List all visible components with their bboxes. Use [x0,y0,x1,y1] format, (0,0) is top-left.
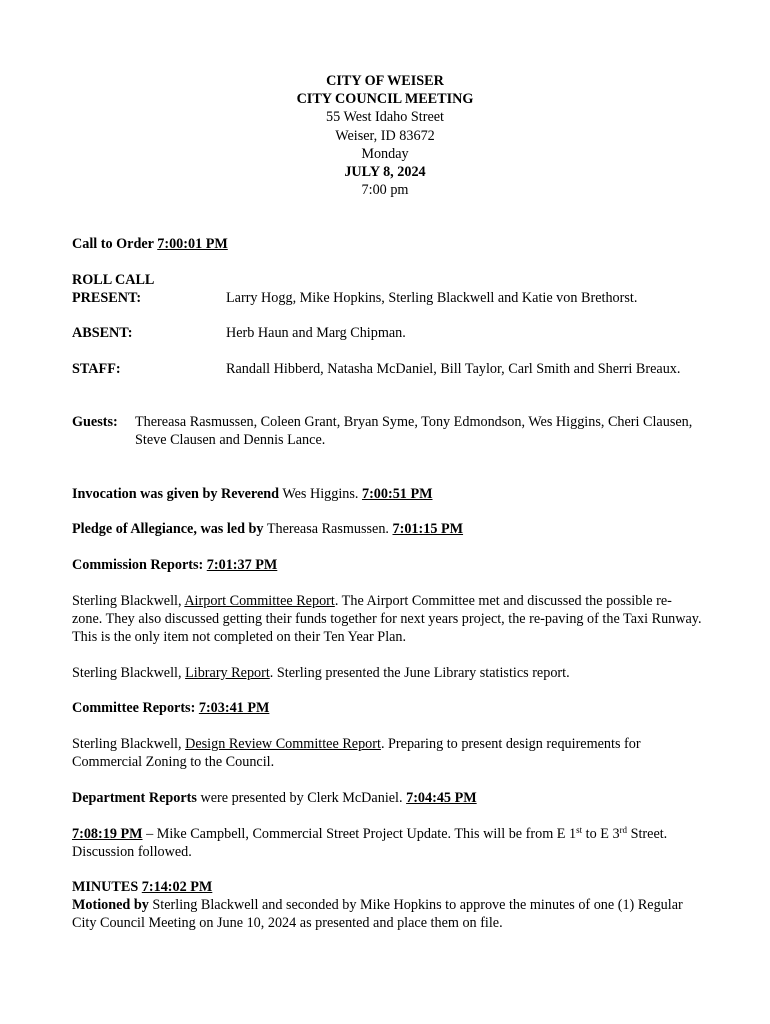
guests-label: Guests: [72,414,118,430]
airport-report-title: Airport Committee Report [184,593,335,609]
guests-names: Thereasa Rasmussen, Coleen Grant, Bryan Syme, Tony Edmondson, Wes Higgins, Cheri Clausen, Steve Clausen and Dennis Lance. [135,414,693,448]
commercial-street-text-1: – Mike Campbell, Commercial Street Project Update. This will be from E 1 [142,826,577,842]
staff-label: STAFF: [72,361,121,377]
commission-reports-heading [72,556,702,574]
absent-members: Herb Haun and Marg Chipman. [226,325,406,341]
commission-reports-time: 7:01:37 PM [206,557,278,573]
airport-report [72,592,702,646]
roll-call-title: ROLL CALL [72,272,155,288]
minutes-label: MINUTES [72,879,142,895]
call-to-order-time: 7:00:01 PM [157,236,228,252]
library-presenter: Sterling Blackwell, [72,665,186,681]
invocation-time: 7:00:51 PM [361,486,433,502]
department-reports-label: Department Reports [72,790,197,806]
meeting-day: Monday [361,145,409,162]
committee-reports-heading [72,699,702,717]
department-reports [72,789,702,807]
department-reports-time: 7:04:45 PM [406,790,477,806]
commercial-street-time: 7:08:19 PM [72,826,143,842]
airport-presenter: Sterling Blackwell, [72,593,185,609]
design-report-text: . Preparing to present design requirements for Commercial Zoning to the Council. [72,736,641,770]
pledge-time: 7:01:15 PM [392,521,464,537]
street-address: 55 West Idaho Street [326,109,444,126]
pledge [72,520,702,538]
minutes-heading [72,878,702,896]
present-label: PRESENT: [72,290,142,306]
invocation [72,485,702,503]
motion-text: Sterling Blackwell and seconded by Mike Hopkins to approve the minutes of one (1) Regular City Council Meeting on June 10, 2024 as presented and place them on file. [72,897,683,931]
city-name: CITY OF WEISER [326,73,444,89]
library-report-text: . Sterling presented the June Library statistics report. [269,665,570,681]
staff-members: Randall Hibberd, Natasha McDaniel, Bill Taylor, Carl Smith and Sherri Breaux. [226,361,681,377]
commercial-street-sup-2: rd [619,825,628,835]
meeting-title: CITY COUNCIL MEETING [296,91,474,108]
call-to-order-label: Call to Order [72,236,158,252]
design-presenter: Sterling Blackwell, [72,736,186,752]
commission-reports-label: Commission Reports: [72,557,207,573]
design-report-title: Design Review Committee Report [185,736,381,752]
invocation-label: Invocation was given by Reverend [72,486,280,502]
minutes-time: 7:14:02 PM [141,879,213,895]
committee-reports-time: 7:03:41 PM [198,700,270,716]
meeting-date: JULY 8, 2024 [344,164,426,181]
department-reports-text: were presented by Clerk McDaniel. [196,790,407,806]
motion-label: Motioned by [72,897,149,913]
document-header [0,72,770,199]
pledge-name: Thereasa Rasmussen. [263,521,393,537]
call-to-order [72,235,702,253]
commercial-street-text-3: Street. Discussion followed. [72,826,668,860]
commercial-street-update [72,825,702,861]
airport-report-text: . The Airport Committee met and discussed the possible re-zone. They also discussed getting their funds together for next years project, the re-paving of the Taxi Runway. This is the only item not completed on their Ten Year Plan. [72,593,702,645]
meeting-time: 7:00 pm [361,182,409,199]
library-report [72,664,702,682]
committee-reports-label: Committee Reports: [72,700,199,716]
absent-label: ABSENT: [72,325,133,341]
city-state-zip: Weiser, ID 83672 [335,127,435,144]
commercial-street-sup-1: st [576,825,583,835]
commercial-street-text-2: to E 3 [582,826,620,842]
invocation-name: Wes Higgins. [279,486,362,502]
present-members: Larry Hogg, Mike Hopkins, Sterling Blackwell and Katie von Brethorst. [226,290,638,306]
pledge-label: Pledge of Allegiance, was led by [72,521,264,537]
library-report-title: Library Report [185,665,270,681]
minutes-motion [72,896,702,932]
design-review-report [72,735,702,771]
